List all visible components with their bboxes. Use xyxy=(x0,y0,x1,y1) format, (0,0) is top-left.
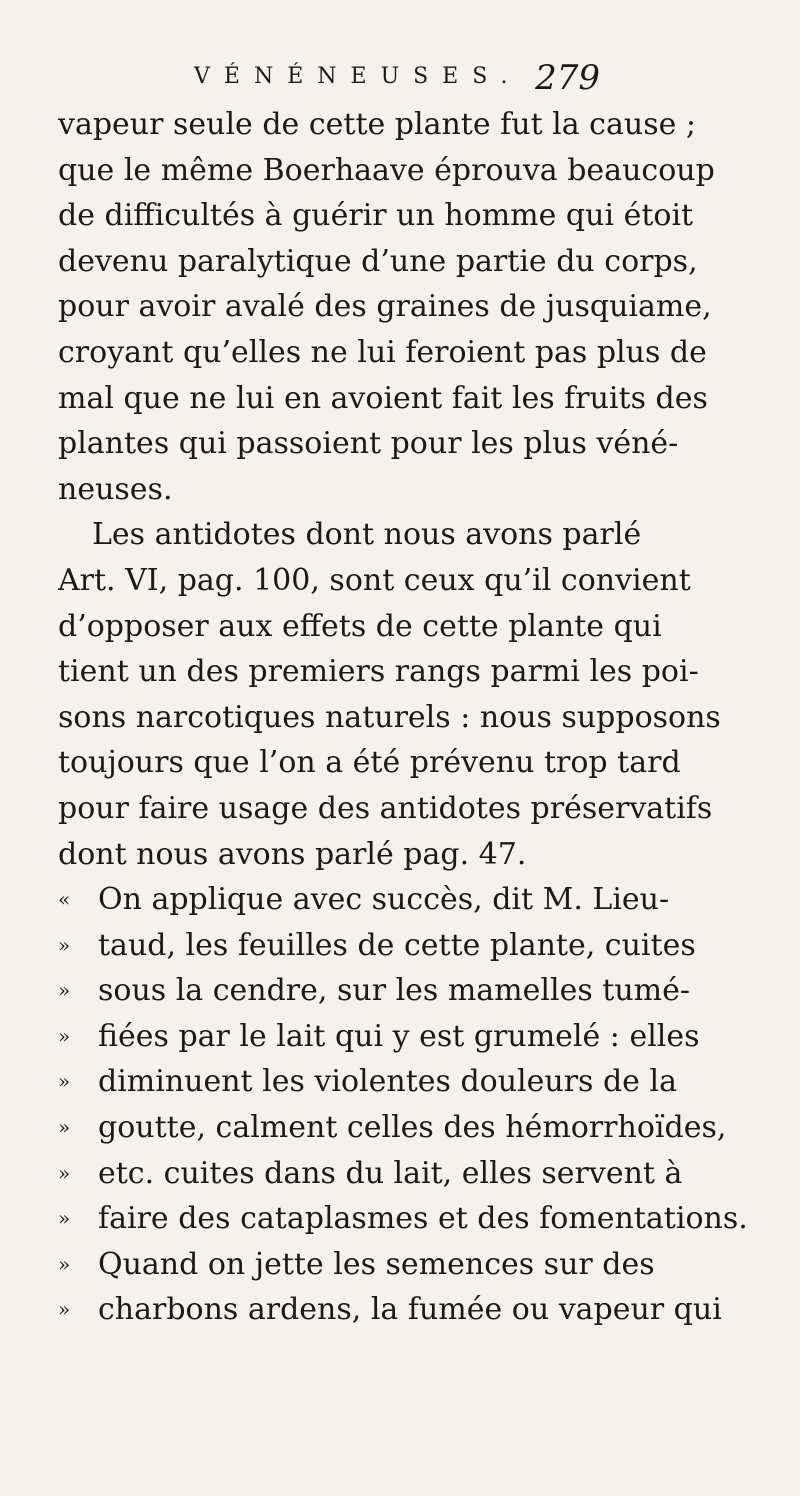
quote-line xyxy=(58,1287,748,1333)
text-line: toujours que l’on a été prévenu trop tard xyxy=(58,745,681,781)
quote-mark: « xyxy=(58,887,71,912)
quote-mark: » xyxy=(58,932,71,957)
text-line: tient un des premiers rangs parmi les poi- xyxy=(58,654,699,690)
text-line: mal que ne lui en avoient fait les fruits des xyxy=(58,380,708,416)
text-line: Art. VI, pag. 100, sont ceux qu’il convient xyxy=(58,562,691,598)
quote-text: Quand on jette les semences sur des xyxy=(98,1246,655,1282)
quote-line xyxy=(58,1105,748,1151)
text-line: d’opposer aux effets de cette plante qui xyxy=(58,608,662,644)
page-header xyxy=(180,58,600,106)
quote-line xyxy=(58,1196,748,1242)
quote-text: fiées par le lait qui y est grumelé : elles xyxy=(98,1018,700,1054)
quote-mark: » xyxy=(58,1206,71,1231)
quote-text: diminuent les violentes douleurs de la xyxy=(98,1064,677,1100)
text-line: neuses. xyxy=(58,471,173,507)
text-line: devenu paralytique d’une partie du corps, xyxy=(58,243,698,279)
quote-line xyxy=(58,1151,748,1197)
quote-mark: » xyxy=(58,1160,71,1185)
text-line: pour avoir avalé des graines de jusquiame, xyxy=(58,289,712,325)
text-line: dont nous avons parlé pag. 47. xyxy=(58,836,527,872)
quote-text: etc. cuites dans du lait, elles servent à xyxy=(98,1155,683,1191)
quote-mark: » xyxy=(58,1115,71,1140)
page-number: 279 xyxy=(535,58,600,98)
quote-line xyxy=(58,877,748,923)
quote-mark: » xyxy=(58,1297,71,1322)
text-line: pour faire usage des antidotes préservatifs xyxy=(58,790,713,826)
quote-text: taud, les feuilles de cette plante, cuites xyxy=(98,927,696,963)
quote-text: charbons ardens, la fumée ou vapeur qui xyxy=(98,1292,722,1328)
text-line: Les antidotes dont nous avons parlé xyxy=(92,517,642,553)
text-line: que le même Boerhaave éprouva beaucoup xyxy=(58,152,715,188)
quote-line xyxy=(58,968,748,1014)
quote-line xyxy=(58,923,748,969)
body-text xyxy=(58,102,748,1333)
text-line: vapeur seule de cette plante fut la cause ; xyxy=(58,107,696,142)
quote-line xyxy=(58,1242,748,1288)
quote-mark: » xyxy=(58,1069,71,1094)
text-line: sons narcotiques naturels : nous supposons xyxy=(58,699,721,735)
running-title: VÉNÉNEUSES. xyxy=(194,64,522,89)
quote-mark: » xyxy=(58,1023,71,1048)
quote-text: On applique avec succès, dit M. Lieu- xyxy=(98,882,670,918)
quote-mark: » xyxy=(58,1251,71,1276)
quote-mark: » xyxy=(58,978,71,1003)
quote-line xyxy=(58,1014,748,1060)
quote-text: faire des cataplasmes et des fomentations. xyxy=(98,1201,748,1237)
text-line: croyant qu’elles ne lui feroient pas plus de xyxy=(58,334,707,370)
quote-text: goutte, calment celles des hémorrhoïdes, xyxy=(98,1110,727,1146)
quote-text: sous la cendre, sur les mamelles tumé- xyxy=(98,973,690,1009)
quote-line xyxy=(58,1059,748,1105)
text-line: plantes qui passoient pour les plus véné- xyxy=(58,426,679,462)
text-line: de difficultés à guérir un homme qui étoit xyxy=(58,198,694,234)
